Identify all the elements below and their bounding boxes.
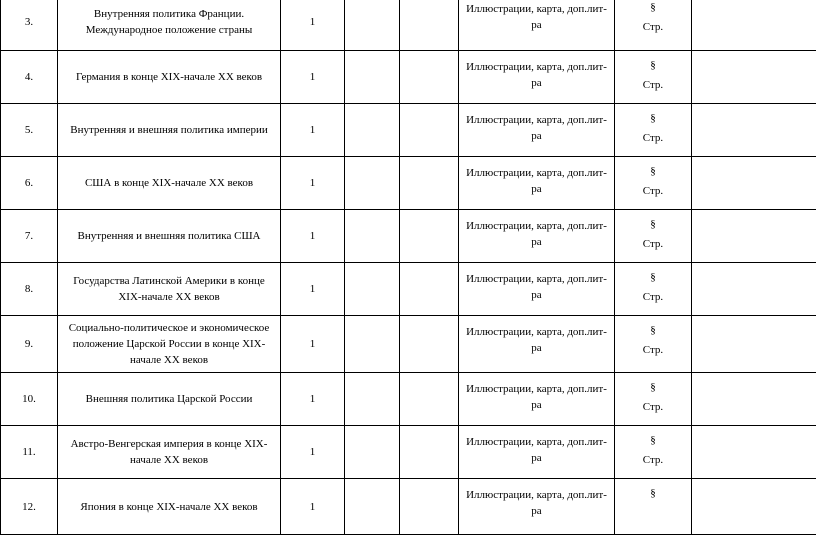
hours-count: 1 (281, 104, 345, 157)
empty-cell (400, 104, 459, 157)
row-number: 9. (1, 316, 58, 373)
section-sign: § (618, 108, 688, 128)
empty-cell (400, 426, 459, 479)
empty-cell (400, 373, 459, 426)
lesson-topic: Внутренняя и внешняя политика империи (58, 104, 281, 157)
table-row (1, 426, 816, 479)
materials-cell: Иллюстрации, карта, доп.лит-ра (459, 426, 615, 479)
empty-cell (692, 210, 816, 263)
section-sign: § (618, 320, 688, 340)
materials-cell: Иллюстрации, карта, доп.лит-ра (459, 316, 615, 373)
page-label: Стр. (618, 234, 688, 254)
row-number: 10. (1, 373, 58, 426)
table-row (1, 263, 816, 316)
homework-cell (615, 479, 692, 535)
empty-cell (400, 210, 459, 263)
hours-count: 1 (281, 263, 345, 316)
empty-cell (345, 0, 400, 51)
lesson-topic: Германия в конце XIX-начале XX веков (58, 51, 281, 104)
hours-count: 1 (281, 316, 345, 373)
empty-cell (400, 316, 459, 373)
materials-cell: Иллюстрации, карта, доп.лит-ра (459, 157, 615, 210)
homework-cell (615, 210, 692, 263)
row-number: 5. (1, 104, 58, 157)
row-number: 7. (1, 210, 58, 263)
table-row (1, 104, 816, 157)
empty-cell (692, 157, 816, 210)
table-row (1, 157, 816, 210)
empty-cell (345, 373, 400, 426)
empty-cell (345, 316, 400, 373)
section-sign: § (618, 214, 688, 234)
page-label: Стр. (618, 287, 688, 307)
homework-cell (615, 157, 692, 210)
homework-cell (615, 316, 692, 373)
lesson-topic: Внешняя политика Царской России (58, 373, 281, 426)
empty-cell (400, 0, 459, 51)
empty-cell (692, 426, 816, 479)
lesson-topic: Внутренняя и внешняя политика США (58, 210, 281, 263)
lesson-topic: Государства Латинской Америки в конце XIX-начале XX веков (58, 263, 281, 316)
table-row (1, 316, 816, 373)
empty-cell (692, 479, 816, 535)
row-number: 6. (1, 157, 58, 210)
empty-cell (345, 263, 400, 316)
hours-count: 1 (281, 0, 345, 51)
section-sign: § (618, 55, 688, 75)
row-number: 12. (1, 479, 58, 535)
lesson-topic: Япония в конце XIX-начале XX веков (58, 479, 281, 535)
homework-cell (615, 104, 692, 157)
empty-cell (692, 51, 816, 104)
section-sign: § (618, 161, 688, 181)
homework-cell (615, 0, 692, 51)
materials-cell: Иллюстрации, карта, доп.лит-ра (459, 210, 615, 263)
page-label: Стр. (618, 450, 688, 470)
empty-cell (345, 157, 400, 210)
hours-count: 1 (281, 426, 345, 479)
table-body (1, 0, 816, 535)
empty-cell (692, 263, 816, 316)
lesson-topic: Австро-Венгерская империя в конце XIX-начале XX веков (58, 426, 281, 479)
lesson-topic: США в конце XIX-начале XX веков (58, 157, 281, 210)
empty-cell (400, 157, 459, 210)
empty-cell (400, 263, 459, 316)
section-sign: § (618, 377, 688, 397)
materials-cell: Иллюстрации, карта, доп.лит-ра (459, 104, 615, 157)
empty-cell (345, 479, 400, 535)
section-sign: § (618, 430, 688, 450)
hours-count: 1 (281, 373, 345, 426)
hours-count: 1 (281, 210, 345, 263)
table-row (1, 0, 816, 51)
page-label: Стр. (618, 17, 688, 37)
lesson-topic: Внутренняя политика Франции. Международное положение страны (58, 0, 281, 51)
materials-cell: Иллюстрации, карта, доп.лит-ра (459, 373, 615, 426)
hours-count: 1 (281, 157, 345, 210)
materials-cell: Иллюстрации, карта, доп.лит-ра (459, 263, 615, 316)
page-label: Стр. (618, 397, 688, 417)
empty-cell (692, 373, 816, 426)
section-sign: § (618, 483, 688, 503)
hours-count: 1 (281, 51, 345, 104)
homework-cell (615, 426, 692, 479)
empty-cell (345, 210, 400, 263)
empty-cell (400, 479, 459, 535)
table-row (1, 479, 816, 535)
table-row (1, 210, 816, 263)
homework-cell (615, 373, 692, 426)
empty-cell (345, 51, 400, 104)
section-sign: § (618, 267, 688, 287)
empty-cell (692, 316, 816, 373)
empty-cell (345, 104, 400, 157)
row-number: 4. (1, 51, 58, 104)
table-row (1, 51, 816, 104)
page-label: Стр. (618, 128, 688, 148)
page-label: Стр. (618, 75, 688, 95)
hours-count: 1 (281, 479, 345, 535)
page-label: Стр. (618, 181, 688, 201)
materials-cell: Иллюстрации, карта, доп.лит-ра (459, 51, 615, 104)
lesson-topic: Социально-политическое и экономическое положение Царской России в конце XIX-начале XX веков (58, 316, 281, 373)
empty-cell (400, 51, 459, 104)
homework-cell (615, 263, 692, 316)
empty-cell (345, 426, 400, 479)
empty-cell (692, 0, 816, 51)
page-label: Стр. (618, 340, 688, 360)
homework-cell (615, 51, 692, 104)
row-number: 11. (1, 426, 58, 479)
materials-cell: Иллюстрации, карта, доп.лит-ра (459, 479, 615, 535)
table-row (1, 373, 816, 426)
empty-cell (692, 104, 816, 157)
section-sign: § (618, 0, 688, 17)
materials-cell: Иллюстрации, карта, доп.лит-ра (459, 0, 615, 51)
row-number: 8. (1, 263, 58, 316)
row-number: 3. (1, 0, 58, 51)
